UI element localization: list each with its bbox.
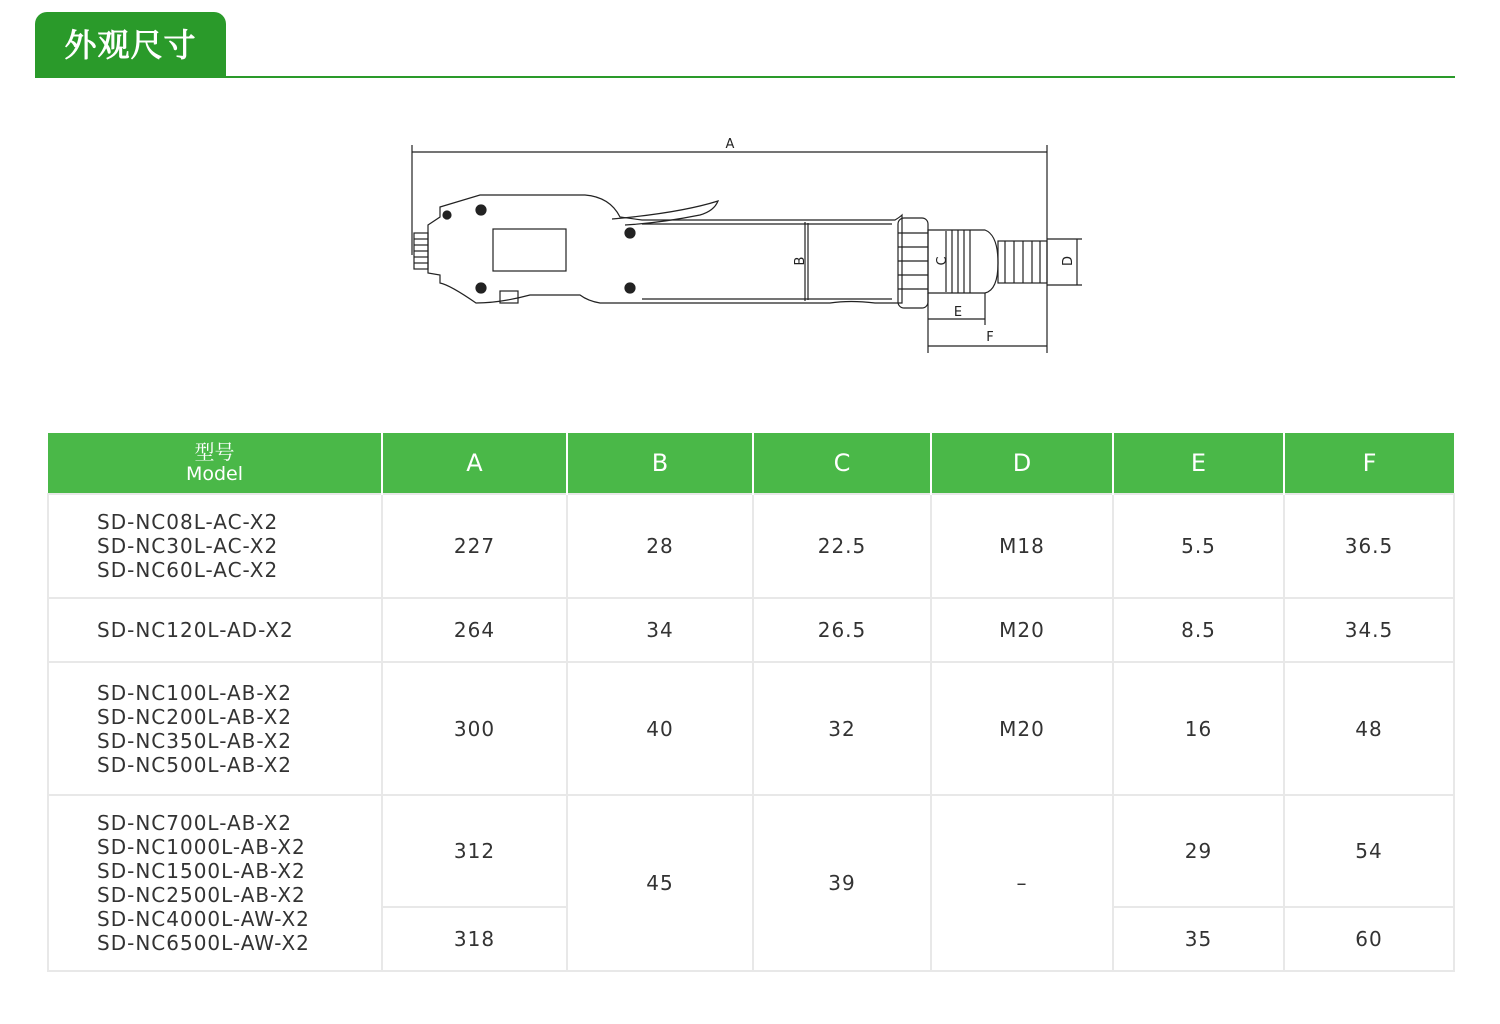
- header-d: D: [931, 433, 1113, 494]
- dim-label-e: E: [953, 305, 963, 320]
- dim-label-b: B: [793, 256, 808, 266]
- cell-f: 34.5: [1284, 598, 1454, 662]
- model-cell: [48, 795, 382, 971]
- table-row: [48, 494, 1454, 598]
- dim-label-f: F: [986, 330, 994, 345]
- model-name: SD-NC60L-AC-X2: [97, 558, 279, 582]
- model-name: SD-NC08L-AC-X2: [97, 510, 279, 534]
- cell-c: 26.5: [753, 598, 931, 662]
- cell-d: –: [931, 795, 1113, 971]
- cell-d: M20: [931, 598, 1113, 662]
- dim-label-c: C: [935, 256, 950, 266]
- model-cell: [48, 494, 382, 598]
- model-name: SD-NC100L-AB-X2: [97, 680, 293, 705]
- model-name: SD-NC1000L-AB-X2: [97, 835, 306, 859]
- table-row: [48, 795, 1454, 907]
- cell-f: 48: [1284, 662, 1454, 795]
- model-name: SD-NC2500L-AB-X2: [97, 883, 306, 907]
- table-row: [48, 598, 1454, 662]
- header-a: A: [382, 433, 567, 494]
- table-header-row: [48, 433, 1454, 494]
- cell-b: 45: [567, 795, 753, 971]
- model-name: SD-NC200L-AB-X2: [97, 704, 293, 729]
- cell-f: 36.5: [1284, 494, 1454, 598]
- cell-a: 312: [382, 795, 567, 907]
- model-cell: [48, 662, 382, 795]
- cell-a: 318: [382, 907, 567, 971]
- cell-e: 5.5: [1113, 494, 1284, 598]
- cell-c: 39: [753, 795, 931, 971]
- model-name: SD-NC350L-AB-X2: [97, 728, 293, 753]
- header-model-en: Model: [185, 463, 244, 485]
- table-row: [48, 662, 1454, 795]
- cell-e: 16: [1113, 662, 1284, 795]
- cell-e: 35: [1113, 907, 1284, 971]
- cell-a: 227: [382, 494, 567, 598]
- model-name: SD-NC700L-AB-X2: [97, 811, 293, 835]
- header-model: [48, 433, 382, 494]
- cell-e: 8.5: [1113, 598, 1284, 662]
- cell-d: M18: [931, 494, 1113, 598]
- cell-a: 300: [382, 662, 567, 795]
- cell-b: 28: [567, 494, 753, 598]
- section-title: 外观尺寸: [35, 12, 226, 78]
- model-name: SD-NC500L-AB-X2: [97, 752, 293, 777]
- cell-b: 34: [567, 598, 753, 662]
- header-f: F: [1284, 433, 1454, 494]
- cell-f: 60: [1284, 907, 1454, 971]
- model-name: SD-NC30L-AC-X2: [97, 534, 279, 558]
- screwdriver-dimension-diagram: [380, 125, 1100, 365]
- dim-label-a: A: [725, 137, 735, 152]
- cell-e: 29: [1113, 795, 1284, 907]
- header-e: E: [1113, 433, 1284, 494]
- header-c: C: [753, 433, 931, 494]
- dim-label-d: D: [1061, 255, 1076, 267]
- model-name: SD-NC120L-AD-X2: [97, 618, 294, 642]
- model-name: SD-NC1500L-AB-X2: [97, 859, 306, 883]
- cell-b: 40: [567, 662, 753, 795]
- section-divider: [35, 76, 1455, 78]
- cell-c: 32: [753, 662, 931, 795]
- model-cell: [48, 598, 382, 662]
- cell-f: 54: [1284, 795, 1454, 907]
- header-b: B: [567, 433, 753, 494]
- dimension-table: [47, 433, 1455, 972]
- header-model-zh: 型号: [194, 440, 235, 464]
- cell-c: 22.5: [753, 494, 931, 598]
- cell-a: 264: [382, 598, 567, 662]
- cell-d: M20: [931, 662, 1113, 795]
- model-name: SD-NC4000L-AW-X2: [97, 907, 310, 931]
- model-name: SD-NC6500L-AW-X2: [97, 931, 310, 955]
